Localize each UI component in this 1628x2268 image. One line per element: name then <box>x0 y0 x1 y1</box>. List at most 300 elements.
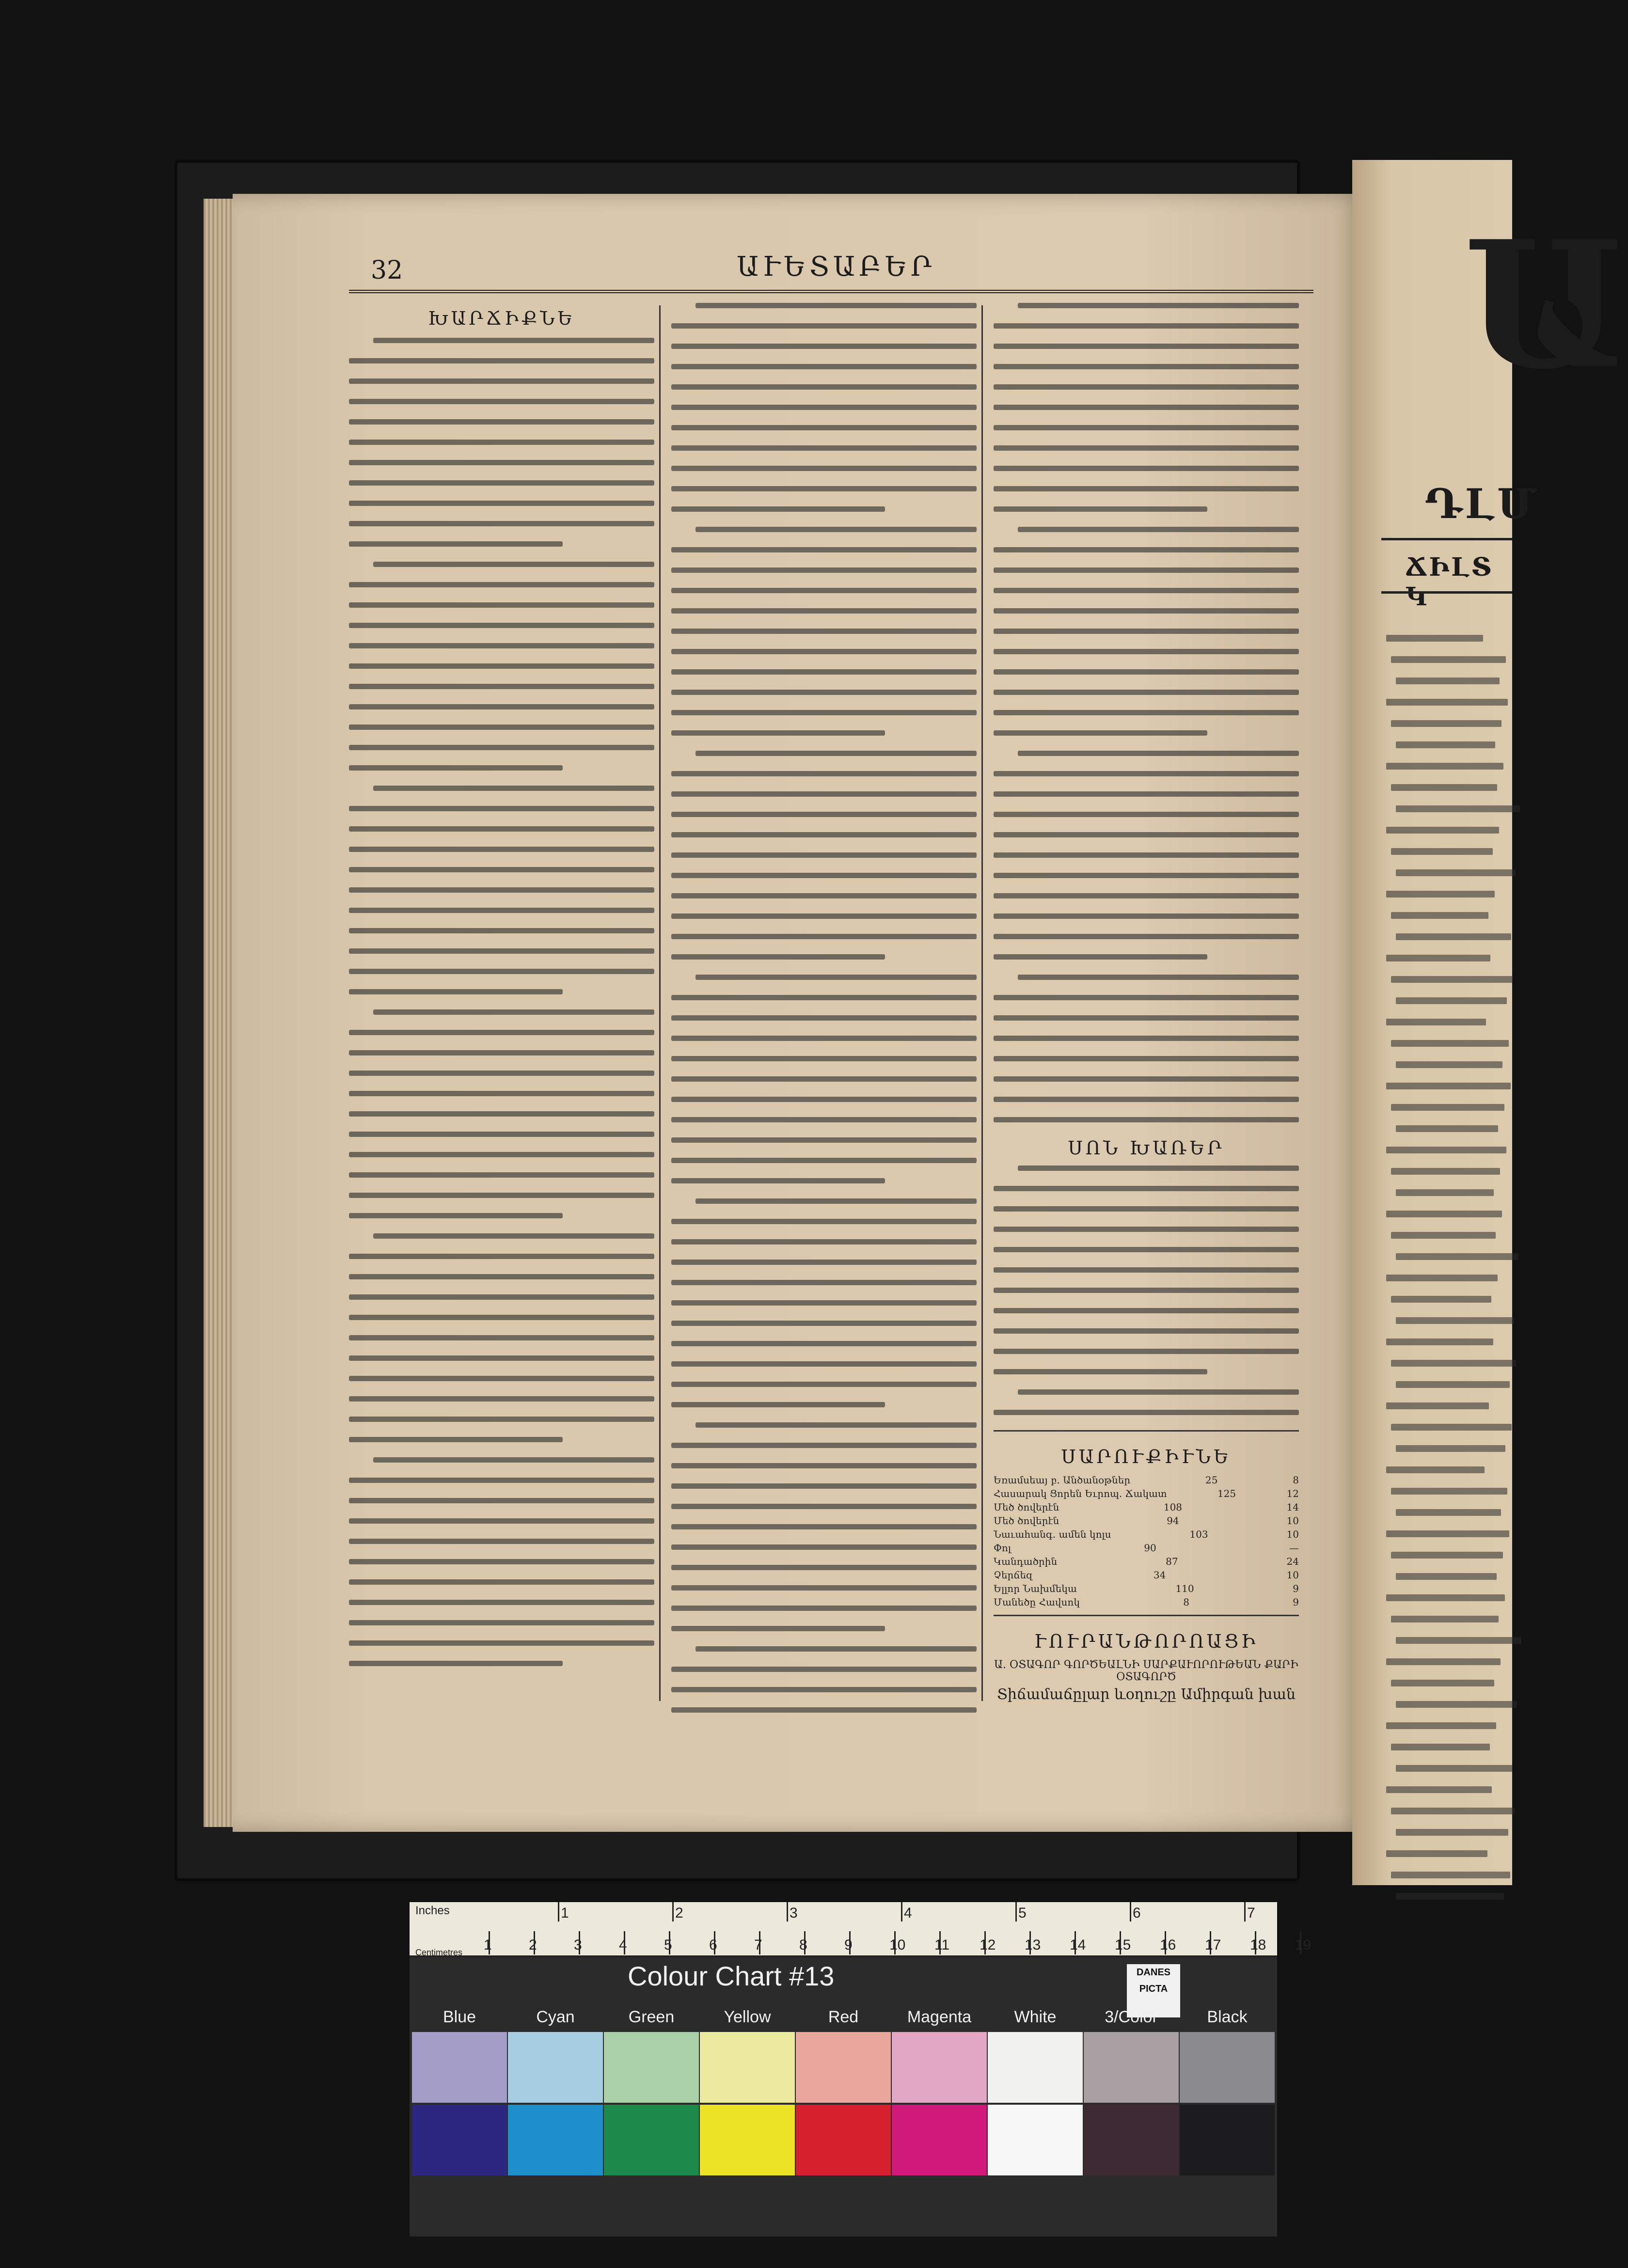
text-line <box>349 1091 654 1096</box>
text-line <box>1391 1744 1490 1750</box>
text-line <box>994 384 1299 390</box>
column-divider <box>659 305 661 1701</box>
text-line <box>373 562 654 567</box>
text-line <box>1391 848 1493 855</box>
text-line <box>671 1382 977 1387</box>
masthead-rule <box>1381 591 1512 594</box>
text-line <box>671 1076 977 1082</box>
text-line <box>349 460 654 465</box>
swatch-light-3color <box>1084 2032 1179 2103</box>
text-line <box>994 1015 1299 1021</box>
text-line <box>1396 1061 1502 1068</box>
ruler-inch-number: 4 <box>904 1905 912 1921</box>
ruler-inch-number: 5 <box>1018 1905 1027 1921</box>
text-line <box>1391 1488 1507 1495</box>
table-cell: 8 <box>1183 1596 1189 1608</box>
text-line <box>349 1315 654 1320</box>
ruler-inch-tick <box>672 1902 674 1922</box>
table-cell: 108 <box>1163 1501 1183 1513</box>
ruler-cm-number: 19 <box>1295 1937 1312 1953</box>
text-line <box>349 378 654 384</box>
swatch-light-cyan <box>508 2032 603 2103</box>
table-cell: 9 <box>1293 1596 1299 1608</box>
table-row <box>994 1542 1299 1554</box>
text-line <box>671 832 977 837</box>
swatch-label: Cyan <box>536 2008 575 2026</box>
text-line <box>349 1254 654 1259</box>
ruler-cm-number: 10 <box>889 1937 906 1953</box>
text-line <box>994 1076 1299 1082</box>
ruler-inch-tick <box>1015 1902 1017 1922</box>
text-line <box>671 1036 977 1041</box>
text-line <box>349 1498 654 1503</box>
text-line <box>671 1321 977 1326</box>
text-line <box>349 1600 654 1605</box>
text-line <box>373 1009 654 1015</box>
text-line <box>349 1294 654 1300</box>
text-line <box>994 1247 1299 1252</box>
text-line <box>671 445 977 451</box>
text-line <box>994 1186 1299 1191</box>
text-line <box>671 812 977 817</box>
text-line <box>1396 933 1511 940</box>
text-line <box>1396 1637 1521 1644</box>
text-line <box>349 1417 654 1422</box>
text-line <box>1386 1147 1506 1153</box>
text-line <box>994 425 1299 430</box>
table-cell: Հասարակ Ցորեն Եւրոպ. Ճակատ <box>994 1488 1167 1499</box>
text-line <box>349 541 563 547</box>
table-row <box>994 1488 1299 1499</box>
text-line <box>994 1328 1299 1334</box>
text-line <box>373 786 654 791</box>
table-cell: Մեծ ծովերէն <box>994 1515 1059 1527</box>
text-line <box>994 506 1207 512</box>
text-line <box>671 1178 885 1183</box>
text-line <box>349 684 654 689</box>
masthead-subtitle: ՃԻԼՏ Կ <box>1406 552 1494 612</box>
text-line <box>349 1152 654 1157</box>
text-line <box>671 405 977 410</box>
text-line <box>1396 1125 1498 1132</box>
text-line <box>1396 1381 1510 1388</box>
text-line <box>994 710 1299 715</box>
text-line <box>349 1376 654 1381</box>
text-line <box>1386 1530 1509 1537</box>
swatch-label: Black <box>1207 2008 1248 2026</box>
text-line <box>349 1193 654 1198</box>
text-line <box>349 623 654 628</box>
chart-title: Colour Chart #13 <box>628 1961 835 1991</box>
section-title: ՒՈՒՐԱՆԹՈՐՈԱՑԻ <box>1034 1631 1259 1652</box>
ruler-cm-number: 8 <box>799 1937 807 1953</box>
text-line <box>994 1227 1299 1232</box>
text-line <box>1018 303 1299 308</box>
text-line <box>994 1267 1299 1273</box>
text-line <box>1391 1232 1496 1239</box>
text-line <box>1396 1509 1501 1516</box>
text-line <box>1396 741 1495 748</box>
text-line <box>349 969 654 974</box>
text-line <box>994 323 1299 329</box>
text-line <box>671 1687 977 1692</box>
text-line <box>994 1349 1299 1354</box>
text-line <box>1391 1872 1510 1878</box>
table-cell: 10 <box>1286 1515 1299 1527</box>
swatch-light-black <box>1180 2032 1275 2103</box>
ruler-inch-number: 6 <box>1133 1905 1141 1921</box>
text-line <box>1018 751 1299 756</box>
text-line <box>994 1206 1299 1212</box>
ruler-inch-tick <box>901 1902 902 1922</box>
body-text <box>671 303 977 1713</box>
table-row <box>994 1501 1299 1513</box>
ruler-inch-tick <box>558 1902 559 1922</box>
text-line <box>349 663 654 669</box>
text-line <box>349 399 654 404</box>
table-row <box>994 1515 1299 1527</box>
ruler-cm-number: 15 <box>1115 1937 1131 1953</box>
text-line <box>349 724 654 730</box>
text-line <box>349 806 654 811</box>
text-line <box>994 588 1299 593</box>
ruler-inch-tick <box>1130 1902 1131 1922</box>
swatch-full-black <box>1180 2105 1275 2175</box>
swatch-label: Magenta <box>907 2008 972 2026</box>
text-line <box>695 303 977 308</box>
text-line <box>349 1030 654 1035</box>
newspaper-page <box>233 194 1367 1832</box>
ruler-inch-tick <box>1244 1902 1246 1922</box>
text-line <box>994 364 1299 369</box>
text-line <box>349 1437 563 1442</box>
swatch-label: Yellow <box>724 2008 771 2026</box>
text-line <box>349 1111 654 1117</box>
swatch-full-blue <box>412 2105 507 2175</box>
text-line <box>1396 1253 1518 1260</box>
ruler-cm-number: 12 <box>980 1937 996 1953</box>
swatch-label: Green <box>628 2008 675 2026</box>
text-line <box>1386 1019 1486 1025</box>
text-line <box>349 480 654 486</box>
text-line <box>994 1036 1299 1041</box>
text-line <box>671 364 977 369</box>
text-line <box>994 791 1299 797</box>
text-line <box>1386 1722 1496 1729</box>
text-line <box>1391 1168 1500 1175</box>
table-cell: 25 <box>1205 1474 1218 1486</box>
text-line <box>695 975 977 980</box>
text-line <box>671 1463 977 1468</box>
swatch-full-3color <box>1084 2105 1179 2175</box>
text-line <box>671 1260 977 1265</box>
text-line <box>349 1559 654 1564</box>
text-line <box>695 1198 977 1204</box>
text-line <box>671 466 977 471</box>
ruler-cm-number: 11 <box>934 1937 950 1953</box>
text-line <box>349 948 654 954</box>
table-cell: 110 <box>1175 1583 1194 1594</box>
text-line <box>349 1355 654 1361</box>
table-row <box>994 1596 1299 1608</box>
table-row <box>994 1583 1299 1594</box>
text-line <box>671 730 885 736</box>
text-line <box>349 1213 563 1218</box>
text-line <box>1396 1445 1505 1452</box>
imprint-address: Տիճամաճըլար ևօղուշը Ամիրգան խան <box>996 1686 1296 1703</box>
swatch-label: Blue <box>443 2008 476 2026</box>
text-line <box>994 1410 1299 1415</box>
text-line <box>349 704 654 709</box>
text-line <box>671 1402 885 1407</box>
facing-page <box>1352 160 1628 1885</box>
table-cell: 34 <box>1153 1569 1166 1581</box>
text-line <box>1386 1275 1498 1281</box>
text-line <box>671 1443 977 1448</box>
text-line <box>1396 805 1520 812</box>
text-line <box>671 344 977 349</box>
text-line <box>1386 699 1508 706</box>
table-row <box>994 1528 1299 1540</box>
swatch-full-red <box>796 2105 891 2175</box>
text-line <box>671 1504 977 1509</box>
text-line <box>1391 784 1497 791</box>
text-line <box>349 867 654 872</box>
text-line <box>1396 1765 1513 1772</box>
text-line <box>671 893 977 898</box>
ruler-cm-number: 5 <box>664 1937 672 1953</box>
text-line <box>994 1288 1299 1293</box>
text-line <box>349 765 563 771</box>
text-line <box>349 419 654 425</box>
text-line <box>671 1707 977 1713</box>
text-line <box>671 1137 977 1143</box>
divider <box>994 1430 1299 1432</box>
text-line <box>994 466 1299 471</box>
text-line <box>994 567 1299 573</box>
text-line <box>1391 1040 1509 1047</box>
swatch-label: White <box>1014 2008 1057 2026</box>
swatch-light-blue <box>412 2032 507 2103</box>
text-line <box>994 344 1299 349</box>
text-line <box>994 852 1299 858</box>
text-line <box>1391 720 1502 727</box>
ruler-inch-number: 3 <box>790 1905 798 1921</box>
ruler-cm-number: 16 <box>1160 1937 1176 1953</box>
text-line <box>994 893 1299 898</box>
table-cell: 10 <box>1286 1569 1299 1581</box>
divider <box>994 1615 1299 1616</box>
ruler-cm-number: 18 <box>1250 1937 1266 1953</box>
table-cell: Եռամսեայ բ. Անծանօթներ <box>994 1474 1131 1486</box>
text-line <box>671 791 977 797</box>
section-title: ԽԱՐՃԻՔՆԵ <box>427 308 576 329</box>
table-cell: 9 <box>1293 1583 1299 1594</box>
table-cell: Նաւահանգ. ամեն կոլս <box>994 1528 1111 1540</box>
text-line <box>994 445 1299 451</box>
text-line <box>994 1117 1299 1122</box>
text-column-3 <box>994 303 1299 1718</box>
ruler-cm-number: 1 <box>484 1937 492 1953</box>
section-title: ՍՈՆ ԽԱՌԵՐ <box>1068 1137 1225 1159</box>
text-line <box>695 751 977 756</box>
text-line <box>349 1132 654 1137</box>
text-line <box>994 995 1299 1000</box>
ruler-inch-number: 2 <box>675 1905 683 1921</box>
text-line <box>1391 912 1488 919</box>
text-line <box>1396 1189 1494 1196</box>
text-line <box>994 669 1299 675</box>
text-line <box>1391 1104 1504 1111</box>
table-cell: 24 <box>1286 1556 1299 1567</box>
swatch-light-green <box>604 2032 699 2103</box>
text-line <box>1386 1658 1501 1665</box>
text-line <box>994 934 1299 939</box>
text-line <box>994 812 1299 817</box>
text-line <box>1386 827 1499 834</box>
text-line <box>1396 1829 1508 1836</box>
table-cell: 94 <box>1167 1515 1179 1527</box>
text-line <box>349 1274 654 1279</box>
text-line <box>349 826 654 832</box>
swatch-light-magenta <box>892 2032 987 2103</box>
text-line <box>671 1606 977 1611</box>
text-line <box>1386 891 1495 898</box>
masthead-title: ԴԼՄ <box>1425 480 1540 528</box>
text-line <box>349 928 654 933</box>
table-cell: Ելլոր Նախմեկա <box>994 1583 1077 1594</box>
table-cell: 14 <box>1286 1501 1299 1513</box>
ruler-inch-tick <box>787 1902 788 1922</box>
text-line <box>994 690 1299 695</box>
text-line <box>349 643 654 648</box>
swatch-light-red <box>796 2032 891 2103</box>
text-line <box>1386 1466 1485 1473</box>
table-cell: 90 <box>1144 1542 1156 1554</box>
body-text <box>994 1166 1299 1415</box>
text-line <box>349 989 563 994</box>
text-line <box>349 1396 654 1402</box>
text-line <box>1396 869 1516 876</box>
text-line <box>349 440 654 445</box>
ruler <box>410 1902 1312 1957</box>
text-line <box>994 1369 1207 1374</box>
text-line <box>349 501 654 506</box>
text-line <box>349 1661 563 1666</box>
text-line <box>671 771 977 776</box>
ruler-inch-number: 7 <box>1247 1905 1255 1921</box>
swatch-label: 3/Color <box>1105 2008 1158 2026</box>
swatch-light-white <box>988 2032 1083 2103</box>
body-text <box>994 303 1299 1122</box>
colour-chart <box>410 1902 1312 2236</box>
text-line <box>1386 1339 1493 1345</box>
section-title: ՍԱՐՈՒՔԻՒՆԵ <box>1061 1446 1232 1467</box>
text-line <box>994 405 1299 410</box>
text-line <box>1391 1424 1512 1431</box>
text-line <box>671 1056 977 1061</box>
ruler-cm-number: 17 <box>1205 1937 1221 1953</box>
text-line <box>671 1626 885 1631</box>
ruler-cm-number: 14 <box>1070 1937 1086 1953</box>
text-line <box>671 1239 977 1244</box>
text-line <box>671 873 977 878</box>
text-line <box>695 527 977 532</box>
ruler-cm-number: 6 <box>709 1937 717 1953</box>
text-line <box>671 547 977 552</box>
text-line <box>671 486 977 491</box>
text-line <box>994 547 1299 552</box>
text-line <box>1386 1850 1487 1857</box>
table-row <box>994 1474 1299 1486</box>
swatch-full-green <box>604 2105 699 2175</box>
text-line <box>994 1308 1299 1313</box>
text-line <box>373 1233 654 1239</box>
text-line <box>671 608 977 614</box>
ruler-cm-number: 2 <box>529 1937 537 1953</box>
text-line <box>1386 955 1490 961</box>
swatch-full-cyan <box>508 2105 603 2175</box>
text-column-2 <box>671 303 977 1718</box>
swatch-full-white <box>988 2105 1083 2175</box>
text-line <box>695 1422 977 1428</box>
text-line <box>1018 527 1299 532</box>
text-line <box>349 602 654 608</box>
text-line <box>1391 1616 1499 1622</box>
text-line <box>671 1524 977 1529</box>
text-line <box>671 1361 977 1367</box>
text-line <box>671 1341 977 1346</box>
text-line <box>349 1478 654 1483</box>
swatch-full-magenta <box>892 2105 987 2175</box>
text-line <box>671 629 977 634</box>
text-line <box>671 934 977 939</box>
text-line <box>1386 1083 1511 1089</box>
text-line <box>994 1056 1299 1061</box>
text-line <box>671 1565 977 1570</box>
text-line <box>349 887 654 893</box>
text-line <box>994 832 1299 837</box>
text-line <box>1391 1360 1516 1367</box>
ruler-inches-label: Inches <box>415 1904 450 1917</box>
text-line <box>1391 656 1506 663</box>
text-line <box>1386 1402 1489 1409</box>
swatch-label: Red <box>828 2008 859 2026</box>
imprint-line: Ա. ՕՏԱԳՈՐ ԳՈՐԾԵԱԼՆԻ ՍԱՐՔԱՒՈՐՈՒԹԵԱՆ ՔԱՐԻ ՕՏԱԳՈՐԾ <box>994 1659 1298 1683</box>
text-line <box>373 1457 654 1463</box>
text-line <box>349 1335 654 1340</box>
text-line <box>671 1117 977 1122</box>
text-line <box>1396 1573 1497 1580</box>
text-line <box>671 1015 977 1021</box>
table-cell: Չերճեզ <box>994 1569 1033 1581</box>
table-cell: 103 <box>1189 1528 1208 1540</box>
text-line <box>349 1172 654 1178</box>
table-cell: Փոլ <box>994 1542 1011 1554</box>
text-line <box>671 384 977 390</box>
danes-picta-logo: DANES PICTA <box>1127 1964 1180 2017</box>
ruler-cm-number: 7 <box>754 1937 762 1953</box>
text-line <box>1391 1680 1494 1686</box>
text-line <box>1386 1211 1502 1217</box>
text-line <box>671 995 977 1000</box>
ruler-cm-number: 3 <box>574 1937 582 1953</box>
table-cell: 125 <box>1217 1488 1236 1499</box>
ruler-cm-number: 9 <box>844 1937 853 1953</box>
text-line <box>671 1483 977 1489</box>
text-line <box>994 649 1299 654</box>
text-line <box>671 954 885 960</box>
